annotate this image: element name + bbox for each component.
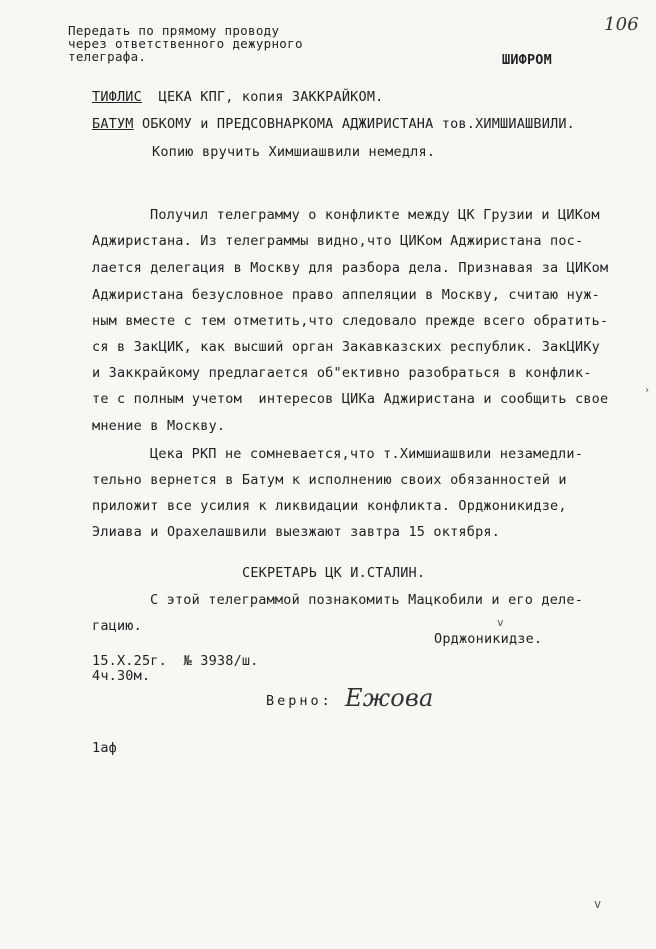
addressee-line-1 bbox=[92, 89, 383, 106]
page-number-handwritten: 106 bbox=[604, 14, 639, 35]
body-line: ся в ЗакЦИК, как высший орган Закавказских республик. ЗакЦИКу bbox=[92, 339, 600, 355]
body-line: лается делегация в Москву для разбора дела. Признавая за ЦИКом bbox=[92, 260, 609, 276]
postscript-line-1: С этой телеграммой познакомить Мацкобили и его деле- bbox=[150, 592, 584, 608]
header-line-1: Передать по прямому проводу bbox=[68, 23, 280, 38]
body-line: приложит все усилия к ликвидации конфликта. Орджоникидзе, bbox=[92, 498, 567, 514]
sender-signature: Орджоникидзе. bbox=[434, 631, 543, 647]
addressee-rest-2: ОБКОМУ и ПРЕДСОВНАРКОМА АДЖИРИСТАНА тов.ХИМШИАШВИЛИ. bbox=[133, 116, 576, 132]
verified-label: Верно: bbox=[266, 693, 333, 709]
header-line-2: через ответственного дежурного bbox=[68, 36, 303, 51]
signature-stalin: СЕКРЕТАРЬ ЦК И.СТАЛИН. bbox=[242, 565, 426, 581]
addressee-line-2 bbox=[92, 116, 575, 133]
postscript-line-2: гацию. bbox=[92, 618, 142, 634]
body-line: Получил телеграмму о конфликте между ЦК Грузии и ЦИКом bbox=[150, 207, 600, 223]
date-number: 15.X.25г. № 3938/ш. bbox=[92, 653, 259, 669]
body-line: Элиава и Орахелашвили выезжают завтра 15 октября. bbox=[92, 524, 501, 540]
body-line: тельно вернется в Батум к исполнению своих обязанностей и bbox=[92, 472, 567, 488]
body-line: Аджиристана безусловное право аппеляции в Москву, считаю нуж- bbox=[92, 287, 600, 303]
cipher-label: ШИФРОМ bbox=[502, 52, 552, 68]
copy-code: 1аф bbox=[92, 740, 117, 756]
dispatch-time: 4ч.30м. bbox=[92, 668, 151, 684]
verifier-handwritten-signature: Ежова bbox=[345, 684, 434, 712]
body-line: ным вместе с тем отметить,что следовало прежде всего обратить- bbox=[92, 313, 609, 329]
body-line: и Заккрайкому предлагается об"ективно разобраться в конфлик- bbox=[92, 365, 592, 381]
corner-mark: v bbox=[594, 897, 602, 911]
addressee-city-batum: БАТУМ bbox=[92, 116, 134, 132]
body-line: те с полным учетом интересов ЦИКа Аджиристана и сообщить свое bbox=[92, 391, 609, 407]
addressee-city-tiflis: ТИФЛИС bbox=[92, 89, 142, 105]
edge-mark: › bbox=[644, 385, 651, 396]
check-mark: v bbox=[497, 616, 504, 629]
body-line: Аджиристана. Из телеграммы видно,что ЦИКом Аджиристана пос- bbox=[92, 233, 584, 249]
body-line: мнение в Москву. bbox=[92, 418, 226, 434]
body-line: Цека РКП не сомневается,что т.Химшиашвили незамедли- bbox=[150, 446, 584, 462]
header-line-3: телеграфа. bbox=[68, 49, 147, 64]
delivery-instruction: Копию вручить Химшиашвили немедля. bbox=[152, 144, 436, 160]
addressee-rest-1: ЦЕКА КПГ, копия ЗАККРАЙКОМ. bbox=[141, 89, 384, 105]
